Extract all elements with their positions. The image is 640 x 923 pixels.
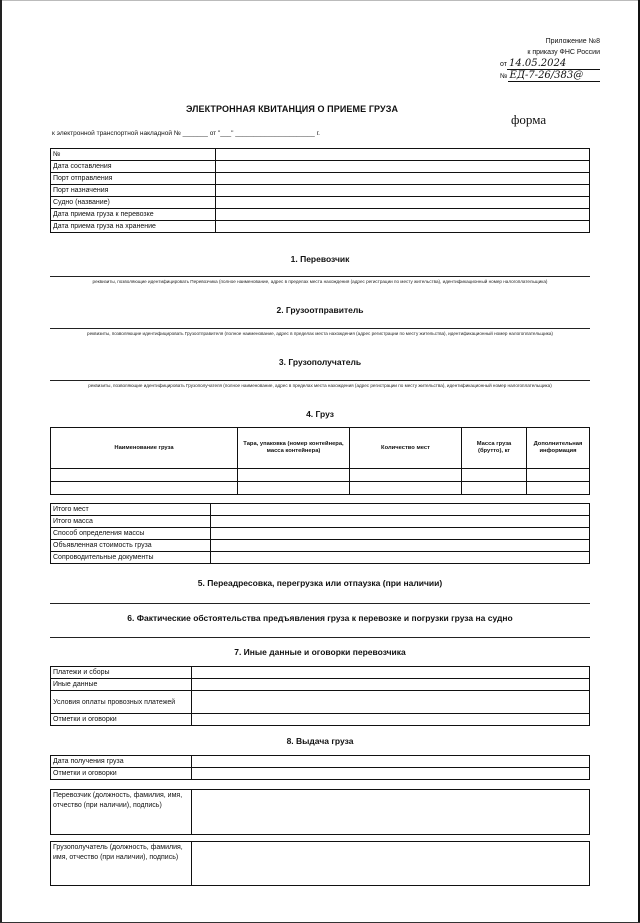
table-row: [51, 209, 590, 221]
total-weight-field[interactable]: [211, 516, 590, 528]
carrier-signature-table: [50, 789, 590, 835]
document-title: [0, 104, 640, 114]
row-label: Дата приема груза к перевозке: [51, 209, 216, 221]
row-label: Порт отправления: [51, 173, 216, 185]
row-label: Порт назначения: [51, 185, 216, 197]
row-label: Иные данные: [51, 679, 192, 691]
annex-date-line: [500, 58, 600, 70]
table-row: [51, 469, 590, 482]
cargo-header-row: [51, 428, 590, 469]
page-border-left: [0, 0, 2, 923]
table-row: [51, 149, 590, 161]
pieces-cell[interactable]: [350, 469, 462, 482]
row-label: Дата составления: [51, 161, 216, 173]
table-row: [51, 540, 590, 552]
column-header: Наименование груза: [51, 428, 238, 469]
section-circumstances-title: 6. Фактические обстоятельства предъявления груза к перевозке и погрузки груза на судно: [127, 613, 513, 623]
table-row: [51, 221, 590, 233]
vessel-name-field[interactable]: [216, 197, 590, 209]
table-row: [51, 714, 590, 726]
additional-info-cell[interactable]: [527, 482, 590, 495]
carrier-notes-table: [50, 666, 590, 726]
table-row: [51, 667, 590, 679]
annex-order: к приказу ФНС России: [527, 49, 600, 56]
row-label: Дата получения груза: [51, 756, 192, 768]
row-label: Отметки и оговорки: [51, 714, 192, 726]
row-label: №: [51, 149, 216, 161]
table-row: [51, 768, 590, 780]
shipper-hint: реквизиты, позволяющие идентифицировать Грузоотправителя (полное наименование, адрес в пределах места нахождения (адрес регистрации по месту жительства), идентификационный номер налогоплательщика): [87, 331, 553, 336]
row-label: Итого масса: [51, 516, 211, 528]
row-label: Судно (название): [51, 197, 216, 209]
packaging-cell[interactable]: [238, 469, 350, 482]
carrier-signature-label: Перевозчик (должность, фамилия, имя, отчество (при наличии), подпись): [51, 790, 192, 835]
table-row: [51, 790, 590, 835]
destination-port-field[interactable]: [216, 185, 590, 197]
table-row: [51, 756, 590, 768]
annex-date-value: 14.05.2024: [507, 58, 600, 70]
document-title-text: ЭЛЕКТРОННАЯ КВИТАНЦИЯ О ПРИЕМЕ ГРУЗА: [185, 104, 399, 114]
declared-value-field[interactable]: [211, 540, 590, 552]
additional-info-cell[interactable]: [527, 469, 590, 482]
row-label: Условия оплаты провозных платежей: [51, 691, 192, 714]
cargo-table: [50, 427, 590, 495]
gross-weight-cell[interactable]: [462, 482, 527, 495]
annex-date-prefix: от: [500, 61, 507, 68]
cargo-name-cell[interactable]: [51, 482, 238, 495]
row-label: Отметки и оговорки: [51, 768, 192, 780]
header-table: [50, 148, 590, 233]
table-row: [51, 482, 590, 495]
delivery-remarks-field[interactable]: [192, 768, 590, 780]
date-composed-field[interactable]: [216, 161, 590, 173]
other-data-field[interactable]: [192, 679, 590, 691]
table-row: [51, 842, 590, 886]
row-label: Сопроводительные документы: [51, 552, 211, 564]
annex-number-line: [500, 70, 600, 82]
annex-number-prefix: №: [500, 73, 508, 80]
waybill-reference-line: к электронной транспортной накладной № _______ от "___" ______________________ г.: [52, 130, 320, 137]
storage-date-field[interactable]: [216, 221, 590, 233]
readdressing-input-line[interactable]: [50, 603, 590, 604]
pieces-cell[interactable]: [350, 482, 462, 495]
annex-title: Приложение №8: [545, 38, 600, 45]
cargo-name-cell[interactable]: [51, 469, 238, 482]
column-header: Масса груза (брутто), кг: [462, 428, 527, 469]
total-pieces-field[interactable]: [211, 504, 590, 516]
remarks-field[interactable]: [192, 714, 590, 726]
table-row: [51, 185, 590, 197]
weight-method-field[interactable]: [211, 528, 590, 540]
carrier-input-line[interactable]: [50, 276, 590, 277]
table-row: [51, 516, 590, 528]
column-header: Количество мест: [350, 428, 462, 469]
consignee-hint: реквизиты, позволяющие идентифицировать Грузополучателя (полное наименование, адрес в пределах места нахождения (адрес регистрации по месту жительства), идентификационный номер налогоплательщика): [88, 383, 552, 388]
table-row: [51, 691, 590, 714]
row-label: Платежи и сборы: [51, 667, 192, 679]
row-label: Дата приема груза на хранение: [51, 221, 216, 233]
annex-block: [500, 36, 600, 82]
gross-weight-cell[interactable]: [462, 469, 527, 482]
form-label: форма: [511, 112, 547, 127]
delivery-table: [50, 755, 590, 780]
fees-field[interactable]: [192, 667, 590, 679]
row-label: Итого мест: [51, 504, 211, 516]
row-label: Способ определения массы: [51, 528, 211, 540]
packaging-cell[interactable]: [238, 482, 350, 495]
consignee-signature-label: Грузополучатель (должность, фамилия, имя, отчество (при наличии), подпись): [51, 842, 192, 886]
carrier-hint: реквизиты, позволяющие идентифицировать Перевозчика (полное наименование, адрес в пределах места нахождения (адрес регистрации по месту жительства), идентификационный номер налогоплательщика): [92, 279, 548, 284]
column-header: Тара, упаковка (номер контейнера, масса контейнера): [238, 428, 350, 469]
table-row: [51, 528, 590, 540]
consignee-signature-field[interactable]: [192, 842, 590, 886]
circumstances-input-line[interactable]: [50, 637, 590, 638]
consignee-signature-table: [50, 841, 590, 886]
annex-number-value: ЕД-7-26/383@: [508, 70, 600, 82]
section-other-data-title: 7. Иные данные и оговорки перевозчика: [234, 647, 406, 657]
table-row: [51, 197, 590, 209]
accompanying-docs-field[interactable]: [211, 552, 590, 564]
table-row: [51, 504, 590, 516]
table-row: [51, 679, 590, 691]
departure-port-field[interactable]: [216, 173, 590, 185]
receipt-date-field[interactable]: [192, 756, 590, 768]
section-delivery-title: 8. Выдача груза: [286, 736, 354, 746]
section-consignee-title: 3. Грузополучатель: [278, 357, 362, 367]
payment-terms-field[interactable]: [192, 691, 590, 714]
totals-table: [50, 503, 590, 564]
carrier-signature-field[interactable]: [192, 790, 590, 835]
acceptance-date-field[interactable]: [216, 209, 590, 221]
page-border-top: [2, 0, 638, 1]
section-readdressing-title: 5. Переадресовка, перегрузка или отпаузка (при наличии): [197, 578, 443, 588]
section-shipper-title: 2. Грузоотправитель: [276, 305, 364, 315]
row-label: Объявленная стоимость груза: [51, 540, 211, 552]
table-row: [51, 173, 590, 185]
column-header: Дополнительная информация: [527, 428, 590, 469]
section-cargo-title: 4. Груз: [306, 409, 334, 419]
section-carrier-title: 1. Перевозчик: [290, 254, 350, 264]
consignee-input-line[interactable]: [50, 380, 590, 381]
shipper-input-line[interactable]: [50, 328, 590, 329]
table-row: [51, 161, 590, 173]
table-row: [51, 552, 590, 564]
number-field[interactable]: [216, 149, 590, 161]
